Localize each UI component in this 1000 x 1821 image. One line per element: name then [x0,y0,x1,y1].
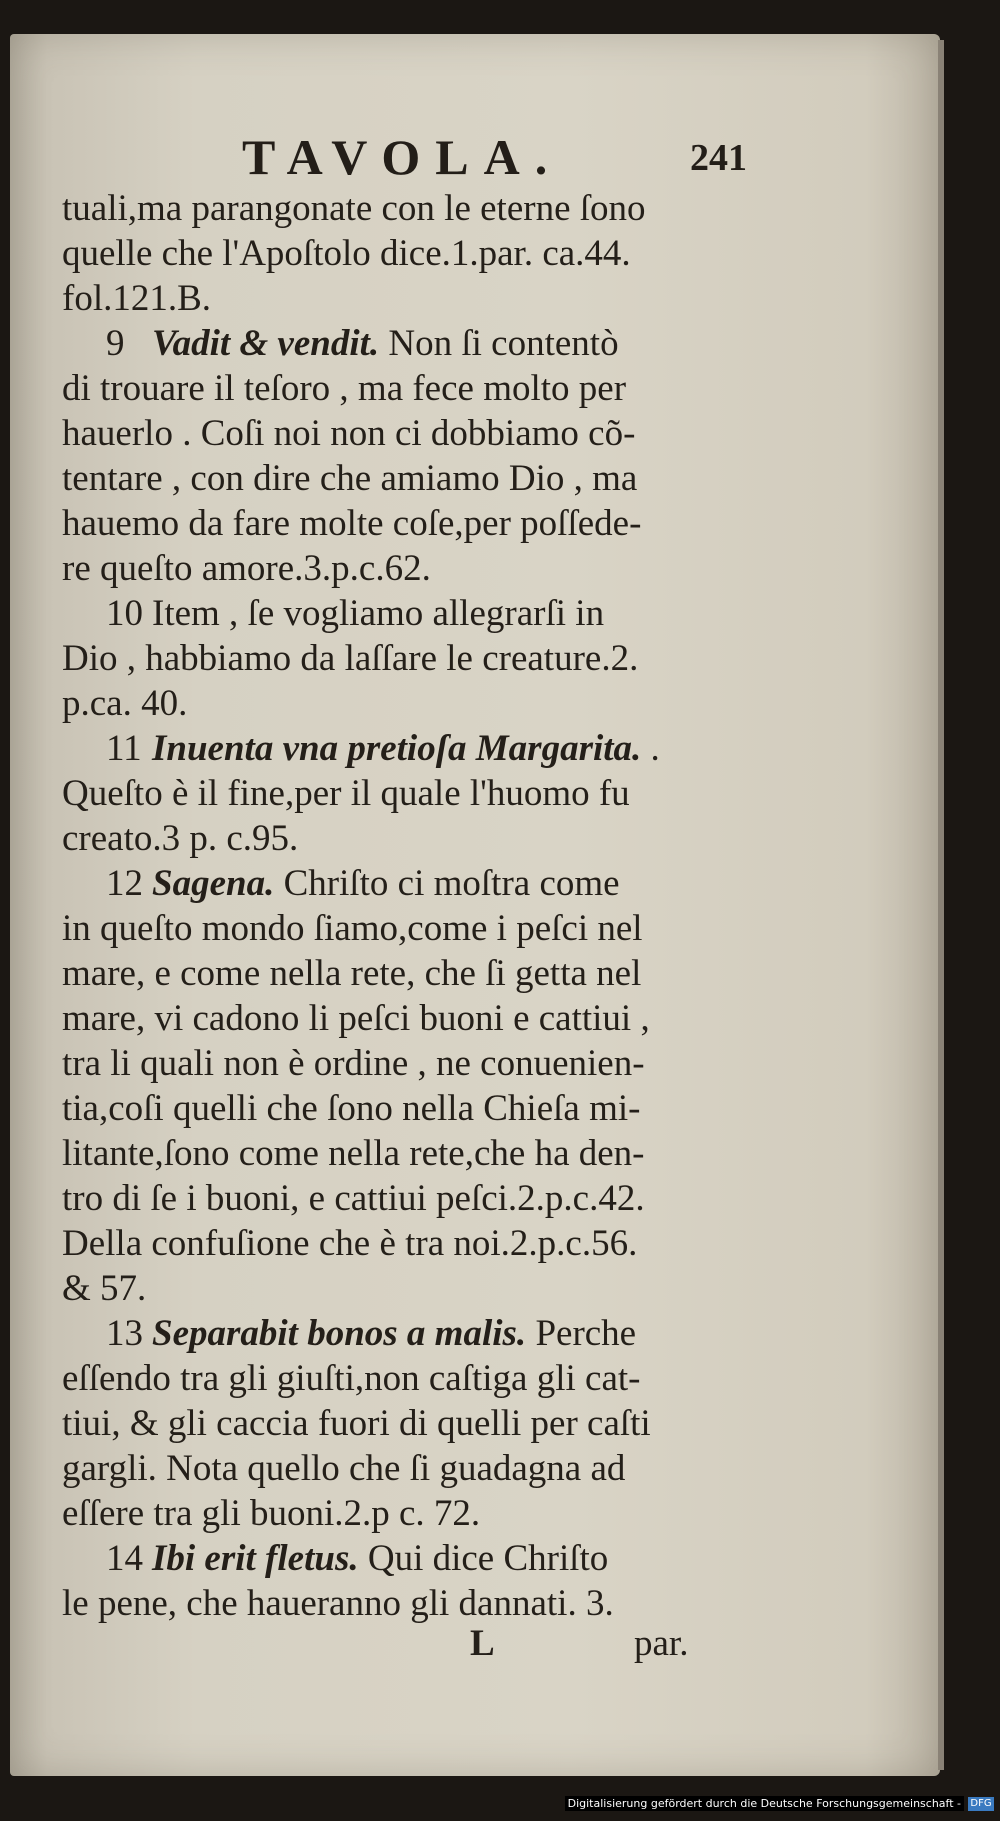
text-line [62,771,762,816]
line-text: di trouare il teſoro , ma fece molto per [62,368,627,409]
signature-mark: L [470,1623,495,1664]
text-line [62,816,762,861]
line-text: . [641,728,660,769]
line-text: tentare , con dire che amiamo Dio , ma [62,458,638,499]
line-text: Non ſi contentò [379,323,619,364]
text-line [62,231,762,276]
line-text: hauemo da fare molte coſe,per poſſede- [62,503,642,544]
line-text: Chriſto ci moſtra come [274,863,620,904]
entry-lemma: Sagena. [152,863,275,904]
line-text: eſſendo tra gli giuſti,non caſtiga gli cat- [62,1358,641,1399]
line-text: mare, e come nella rete, che ſi getta nel [62,953,642,994]
line-text: tia,coſi quelli che ſono nella Chieſa mi- [62,1088,641,1129]
line-text: tro di ſe i buoni, e cattiui peſci.2.p.c.42. [62,1178,645,1219]
entry-lemma: Separabit bonos a malis. [152,1313,527,1354]
line-text: & 57. [62,1268,147,1309]
text-line [62,1176,762,1221]
text-line [62,276,762,321]
line-text: Dio , habbiamo da laſſare le creature.2. [62,638,639,679]
entry-number: 10 [106,593,143,634]
entry-number: 11 [106,728,142,769]
digitization-footer [0,1787,1000,1821]
text-line [62,321,762,366]
line-text: Della confuſione che è tra noi.2.p.c.56. [62,1223,638,1264]
text-line [62,186,762,231]
text-line [62,1401,762,1446]
text-line [62,591,762,636]
text-line [62,1086,762,1131]
entry-lemma: Ibi erit fletus. [152,1538,359,1579]
entry-lemma: Vadit & vendit. [152,323,380,364]
entry-number: 9 [106,323,125,364]
page-edge [938,40,944,1770]
text-line [62,951,762,996]
text-line [62,1536,762,1581]
text-line [62,456,762,501]
text-line [62,1041,762,1086]
text-line [62,546,762,591]
folio-number: 241 [690,137,747,179]
catch-line [10,1622,950,1672]
line-text: Perche [526,1313,637,1354]
line-text: creato.3 p. c.95. [62,818,299,859]
line-text: mare, vi cadono li peſci buoni e cattiui , [62,998,650,1039]
line-text: hauerlo . Coſi noi non ci dobbiamo cõ- [62,413,636,454]
text-line [62,1356,762,1401]
line-text: litante,ſono come nella rete,che ha den- [62,1133,645,1174]
text-line [62,1311,762,1356]
funding-credit: Digitalisierung gefördert durch die Deutsche Forschungsgemeinschaft - [565,1796,964,1811]
text-line [62,1491,762,1536]
text-line [62,906,762,951]
line-text: gargli. Nota quello che ſi guadagna ad [62,1448,626,1489]
text-line [62,1221,762,1266]
running-title: TAVOLA. [242,129,563,185]
line-text: fol.121.B. [62,278,212,319]
dfg-logo-icon: DFG [968,1797,994,1811]
text-line [62,1131,762,1176]
line-text: re queſto amore.3.p.c.62. [62,548,431,589]
entry-number: 13 [106,1313,143,1354]
line-text: Qui dice Chriſto [358,1538,609,1579]
line-text: in queſto mondo ſiamo,come i peſci nel [62,908,643,949]
line-text: tiui, & gli caccia fuori di quelli per caſti [62,1403,651,1444]
entry-lemma: Inuenta vna pretioſa Margarita. [152,728,642,769]
catchword: par. [634,1623,689,1664]
line-text: Item , ſe vogliamo allegrarſi in [152,593,605,634]
text-line [62,726,762,771]
entry-number: 12 [106,863,143,904]
text-line [62,411,762,456]
book-page [10,34,940,1776]
text-line [62,861,762,906]
line-text: quelle che l'Apoſtolo dice.1.par. ca.44. [62,233,631,274]
text-line [62,1581,762,1626]
text-line [62,1446,762,1491]
line-text: eſſere tra gli buoni.2.p c. 72. [62,1493,481,1534]
page-header [10,128,950,188]
line-text: tra li quali non è ordine , ne conuenien- [62,1043,645,1084]
entry-number: 14 [106,1538,143,1579]
text-line [62,681,762,726]
text-line [62,366,762,411]
text-line [62,501,762,546]
text-line [62,996,762,1041]
line-text: le pene, che haueranno gli dannati. 3. [62,1583,614,1624]
text-line [62,636,762,681]
index-text [62,186,762,1626]
line-text: tuali,ma parangonate con le eterne ſono [62,188,646,229]
text-line [62,1266,762,1311]
line-text: p.ca. 40. [62,683,188,724]
line-text: Queſto è il fine,per il quale l'huomo fu [62,773,630,814]
